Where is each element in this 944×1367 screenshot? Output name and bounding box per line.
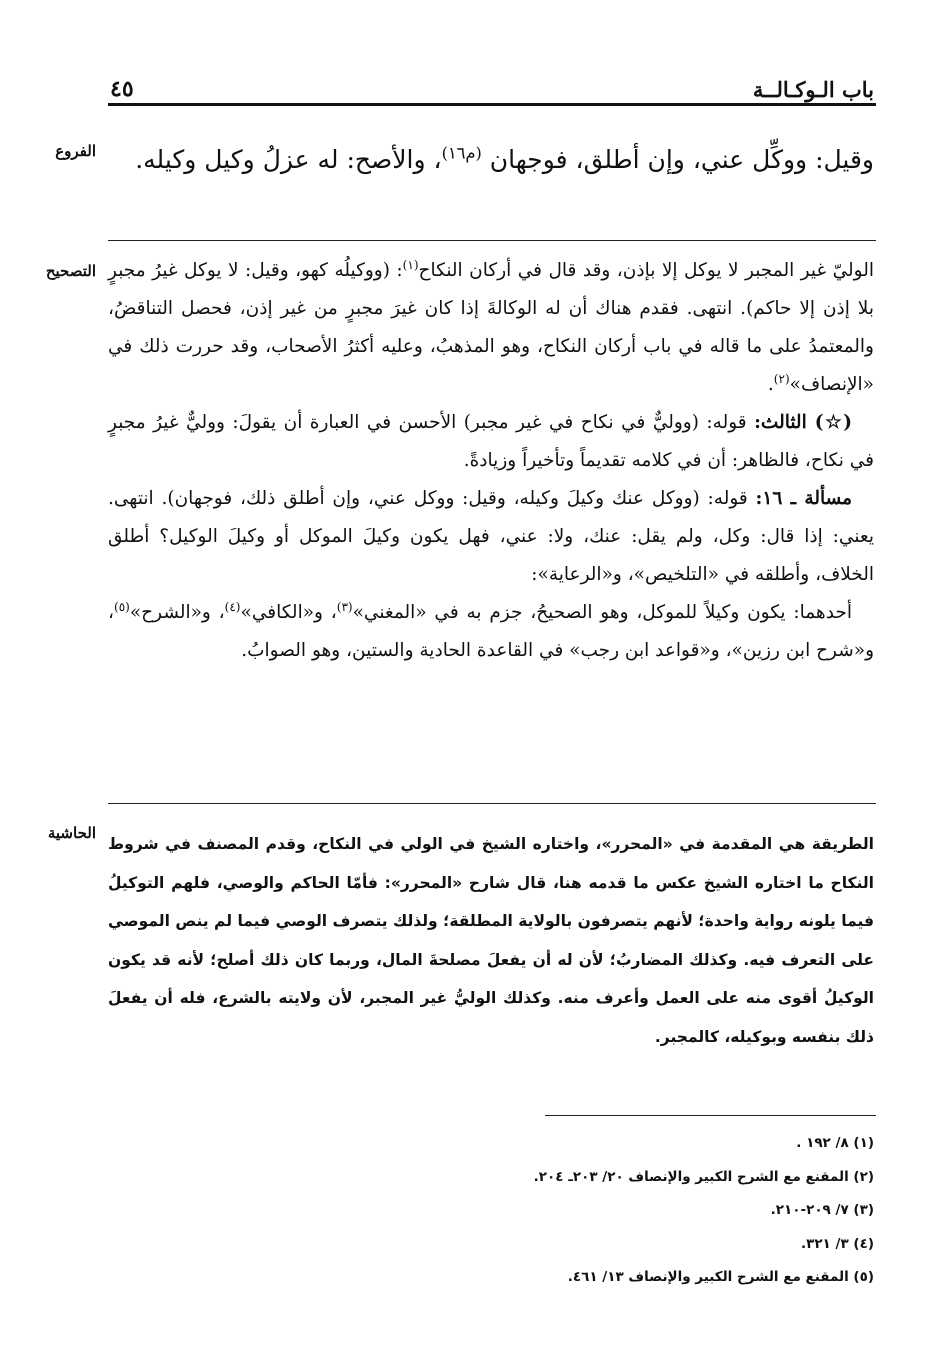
tashih-divider: [108, 803, 876, 804]
tashih-p1a: الوليّ غير المجبر لا يوكل إلا بإذن، وقد قال في أركان النكاح: [418, 260, 875, 281]
footnote-ref-3: (٣): [336, 599, 353, 614]
page-number: ٤٥: [110, 76, 134, 102]
hashiya-paragraph: الطريقة هي المقدمة في «المحرر»، واختاره الشيخ في الولي في النكاح، وقدم المصنف في شروط النكاح ما اختاره الشيخ عكس ما قدمه هنا، قال شارح «المحرر»: فأمّا الحاكم والوصي، فلهم التوكيلُ فيما يلونه رواية واحدة؛ لأنهم يتصرفون بالولاية المطلقة؛ ولذلك يتصرف الوصي فيما لم ينص الموصي على التعرف فيه. وكذلك المضاربُ؛ لأن له أن يفعلَ مصلحةَ المال، وربما كان ذلك أصلح؛ لأنه قد يكون الوكيلُ أقوى منه على العمل وأعرف منه. وكذلك الوليُّ غير المجبر، لأن ولايته بالشرع، فله أن يفعلَ ذلك بنفسه وبوكيله، كالمجبر.: [108, 835, 874, 1046]
tashih-p4b: ، و«الكافي»: [240, 602, 337, 623]
furu-paragraph: [108, 133, 874, 187]
section-label-furu: الفروع: [55, 142, 96, 160]
tashih-p4d: ، و«شرح ابن رزين»، و«قواعد ابن رجب» في القاعدة الحادية والستين، وهو الصوابُ.: [108, 602, 874, 661]
tashih-paragraph-2: [108, 404, 874, 480]
third-heading: (☆) الثالث:: [754, 412, 852, 433]
tashih-text: [108, 252, 874, 670]
footnote-ref-1: (١): [402, 257, 419, 272]
furu-main: وقيل: ووكِّل عني، وإن أطلق، فوجهان: [489, 145, 874, 174]
tashih-paragraph-4: [108, 594, 874, 670]
tashih-p4a: أحدهما: يكون وكيلاً للموكل، وهو الصحيحُ، جزم به في «المغني»: [352, 602, 852, 623]
masala-heading: مسألة ـ ١٦:: [755, 488, 853, 509]
tashih-p1c: .: [767, 374, 774, 395]
hashiya-text: [108, 825, 874, 1056]
page-header: [110, 62, 874, 102]
furu-text: [108, 133, 874, 187]
section-label-tashih: التصحيح: [45, 262, 96, 280]
furu-divider: [108, 240, 876, 241]
footnote-divider: [545, 1115, 876, 1116]
footnote-item: (١) ٨/ ١٩٢ .: [796, 1135, 874, 1151]
furu-ref: (م١٦): [441, 143, 482, 163]
footnote-ref-5: (٥): [113, 599, 130, 614]
footnotes: [108, 1127, 874, 1295]
footnote-item: (٢) المقنع مع الشرح الكبير والإنصاف ٢٠/ ٢٠٣ـ ٢٠٤.: [533, 1168, 874, 1185]
chapter-title: باب الـوكـالــة: [752, 77, 874, 102]
footnote-ref-4: (٤): [224, 599, 241, 614]
footnote-ref-2: (٢): [773, 371, 790, 386]
tashih-p1b: : (ووكيلُه كهو، وقيل: لا يوكل غيرُ مجبرٍ بلا إذن إلا حاكم). انتهى. فقدم هناك أن له الوكالةَ إذا كان غيرَ مجبرٍ من غير إذن، فحصل التناقضُ، والمعتمدُ على ما قاله في باب أركان النكاح، وهو المذهبُ، وعليه أكثرُ الأصحاب، وقد حررت ذلك في «الإنصاف»: [108, 260, 874, 395]
tashih-p3: قوله: (ووكل عنك وكيلَ وكيله، وقيل: ووكل عني، وإن أطلق ذلك، فوجهان). انتهى. يعني: إذا قال: وكل، ولم يقل: عنك، ولا: عني، فهل يكون وكيلَ الموكل أو وكيلَ الوكيل؟ أطلق الخلاف، وأطلقه في «التلخيص»، و«الرعاية»:: [108, 488, 874, 585]
footnote-item: (٤) ٣/ ٣٢١.: [800, 1235, 874, 1252]
section-label-hashiya: الحاشية: [47, 824, 96, 842]
tashih-p2: قوله: (ووليٌّ في نكاح في غير مجبر) الأحسن في العبارة أن يقولَ: ووليٌّ غيرُ مجبرٍ في نكاح، فالظاهر: أن في كلامه تقديماً وتأخيراً وزيادةً.: [108, 412, 874, 471]
tashih-p4c: ، و«الشرح»: [129, 602, 225, 623]
footnote-item: (٥) المقنع مع الشرح الكبير والإنصاف ١٣/ ٤٦١.: [567, 1269, 874, 1285]
footnote-item: (٣) ٧/ ٢٠٩-٢١٠.: [770, 1202, 874, 1218]
furu-rest: ، والأصح: له عزلُ وكيل وكيله.: [135, 145, 442, 174]
tashih-paragraph-1: [108, 252, 874, 404]
tashih-paragraph-3: [108, 480, 874, 594]
header-rule: [108, 103, 876, 106]
